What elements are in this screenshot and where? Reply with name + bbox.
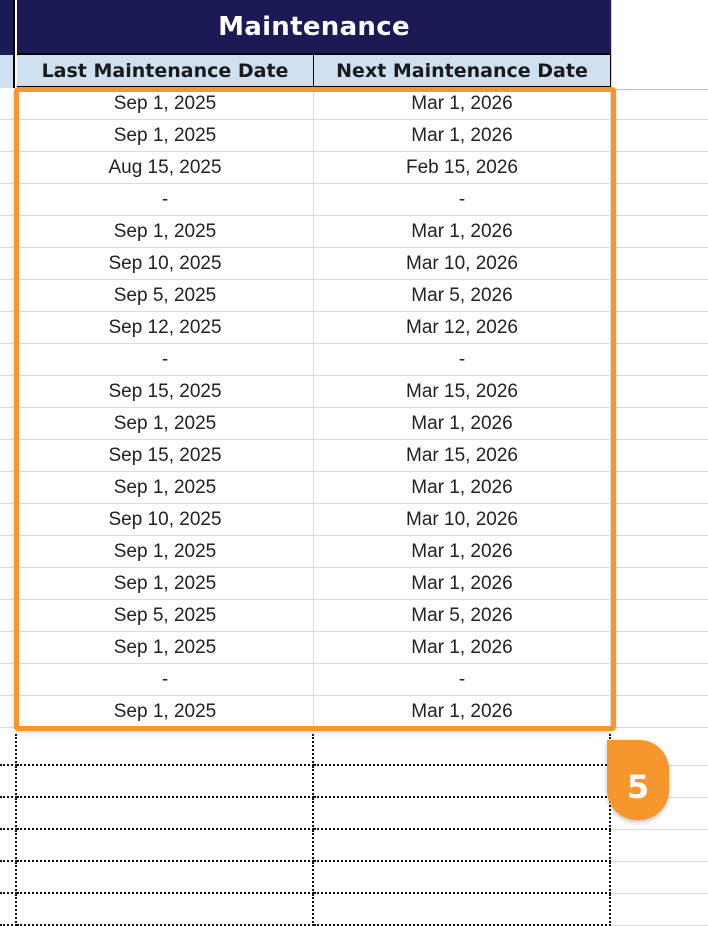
empty-cell[interactable] <box>611 862 708 894</box>
table-row <box>0 632 708 664</box>
section-title: Maintenance <box>17 0 611 55</box>
empty-cell[interactable] <box>611 216 708 248</box>
empty-cell[interactable] <box>0 798 17 830</box>
last-maintenance-cell[interactable]: Sep 1, 2025 <box>17 536 314 568</box>
row-edge-cell[interactable] <box>0 600 17 632</box>
empty-cell[interactable] <box>314 894 611 926</box>
empty-cell[interactable] <box>611 344 708 376</box>
row-edge-cell[interactable] <box>0 536 17 568</box>
last-maintenance-cell[interactable]: Sep 1, 2025 <box>17 696 314 728</box>
empty-cell[interactable] <box>0 766 17 798</box>
table-row <box>0 568 708 600</box>
next-maintenance-cell[interactable]: Mar 5, 2026 <box>314 600 611 632</box>
column-header-last-maintenance[interactable]: Last Maintenance Date <box>17 55 314 88</box>
empty-cell[interactable] <box>611 248 708 280</box>
last-maintenance-cell[interactable]: Sep 12, 2025 <box>17 312 314 344</box>
empty-cell[interactable] <box>314 862 611 894</box>
empty-cell[interactable] <box>0 894 17 926</box>
next-maintenance-cell[interactable]: - <box>314 664 611 696</box>
next-maintenance-cell[interactable]: Mar 1, 2026 <box>314 568 611 600</box>
empty-row <box>0 894 708 926</box>
row-edge-cell[interactable] <box>0 696 17 728</box>
empty-cell[interactable] <box>611 568 708 600</box>
empty-cell[interactable] <box>611 894 708 926</box>
row-edge-cell[interactable] <box>0 152 17 184</box>
row-edge-cell[interactable] <box>0 568 17 600</box>
row-edge-cell[interactable] <box>0 504 17 536</box>
last-maintenance-cell[interactable]: Sep 15, 2025 <box>17 376 314 408</box>
table-row <box>0 440 708 472</box>
row-edge-cell[interactable] <box>0 312 17 344</box>
next-maintenance-cell[interactable]: Mar 1, 2026 <box>314 216 611 248</box>
last-maintenance-cell[interactable]: - <box>17 344 314 376</box>
empty-rows <box>0 734 708 926</box>
data-rows <box>0 88 708 728</box>
last-maintenance-cell[interactable]: Sep 5, 2025 <box>17 600 314 632</box>
empty-cell[interactable] <box>314 830 611 862</box>
row-edge-cell[interactable] <box>0 280 17 312</box>
row-edge-cell[interactable] <box>0 248 17 280</box>
table-row <box>0 600 708 632</box>
empty-cell[interactable] <box>17 798 314 830</box>
next-maintenance-cell[interactable]: Mar 1, 2026 <box>314 472 611 504</box>
table-row <box>0 280 708 312</box>
next-maintenance-cell[interactable]: Mar 1, 2026 <box>314 408 611 440</box>
last-maintenance-cell[interactable]: Sep 1, 2025 <box>17 408 314 440</box>
table-row <box>0 696 708 728</box>
next-maintenance-cell[interactable]: Mar 15, 2026 <box>314 376 611 408</box>
next-maintenance-cell[interactable]: Mar 10, 2026 <box>314 504 611 536</box>
empty-cell[interactable] <box>314 798 611 830</box>
empty-cell[interactable] <box>0 830 17 862</box>
table-row <box>0 664 708 696</box>
empty-cell[interactable] <box>611 696 708 728</box>
empty-cell[interactable] <box>611 152 708 184</box>
next-maintenance-cell[interactable]: Mar 15, 2026 <box>314 440 611 472</box>
row-edge-cell[interactable] <box>0 344 17 376</box>
last-maintenance-cell[interactable]: Sep 10, 2025 <box>17 504 314 536</box>
empty-cell[interactable] <box>611 472 708 504</box>
table-row <box>0 312 708 344</box>
last-maintenance-cell[interactable]: Sep 5, 2025 <box>17 280 314 312</box>
last-maintenance-cell[interactable]: Sep 1, 2025 <box>17 88 314 120</box>
last-maintenance-cell[interactable]: Sep 1, 2025 <box>17 472 314 504</box>
empty-cell[interactable] <box>17 862 314 894</box>
next-maintenance-cell[interactable]: Mar 5, 2026 <box>314 280 611 312</box>
next-maintenance-cell[interactable]: - <box>314 184 611 216</box>
last-maintenance-cell[interactable]: Aug 15, 2025 <box>17 152 314 184</box>
empty-row <box>0 766 708 798</box>
next-maintenance-cell[interactable]: - <box>314 344 611 376</box>
empty-cell[interactable] <box>611 664 708 696</box>
empty-cell[interactable] <box>611 440 708 472</box>
empty-cell[interactable] <box>314 766 611 798</box>
next-maintenance-cell[interactable]: Mar 10, 2026 <box>314 248 611 280</box>
table-row <box>0 344 708 376</box>
empty-cell[interactable] <box>611 632 708 664</box>
last-maintenance-cell[interactable]: Sep 1, 2025 <box>17 120 314 152</box>
table-row <box>0 152 708 184</box>
empty-header-cell[interactable] <box>611 0 708 90</box>
row-edge-cell[interactable] <box>0 216 17 248</box>
last-maintenance-cell[interactable]: Sep 10, 2025 <box>17 248 314 280</box>
empty-cell[interactable] <box>0 862 17 894</box>
empty-cell[interactable] <box>611 830 708 862</box>
empty-cell[interactable] <box>611 184 708 216</box>
empty-cell[interactable] <box>17 734 314 766</box>
last-maintenance-cell[interactable]: Sep 1, 2025 <box>17 568 314 600</box>
empty-cell[interactable] <box>611 312 708 344</box>
empty-cell[interactable] <box>314 734 611 766</box>
row-edge-cell[interactable] <box>0 184 17 216</box>
row-edge-cell[interactable] <box>0 376 17 408</box>
empty-cell[interactable] <box>611 376 708 408</box>
table-row <box>0 408 708 440</box>
table-row <box>0 504 708 536</box>
empty-cell[interactable] <box>611 504 708 536</box>
header-band-edge <box>0 0 15 55</box>
empty-cell[interactable] <box>17 830 314 862</box>
table-row <box>0 216 708 248</box>
last-maintenance-cell[interactable]: - <box>17 664 314 696</box>
empty-cell[interactable] <box>611 408 708 440</box>
next-maintenance-cell[interactable]: Mar 1, 2026 <box>314 536 611 568</box>
column-header-edge <box>0 55 15 88</box>
empty-cell[interactable] <box>0 734 17 766</box>
empty-row <box>0 798 708 830</box>
empty-row <box>0 862 708 894</box>
empty-cell[interactable] <box>17 894 314 926</box>
next-maintenance-cell[interactable]: Mar 1, 2026 <box>314 632 611 664</box>
row-edge-cell[interactable] <box>0 472 17 504</box>
empty-row <box>0 830 708 862</box>
empty-cell[interactable] <box>611 120 708 152</box>
row-edge-cell[interactable] <box>0 88 17 120</box>
empty-row <box>0 734 708 766</box>
column-header-next-maintenance[interactable]: Next Maintenance Date <box>314 55 611 88</box>
table-row <box>0 184 708 216</box>
row-edge-cell[interactable] <box>0 408 17 440</box>
empty-cell[interactable] <box>611 280 708 312</box>
last-maintenance-cell[interactable]: - <box>17 184 314 216</box>
row-edge-cell[interactable] <box>0 664 17 696</box>
empty-cell[interactable] <box>611 536 708 568</box>
empty-cell[interactable] <box>611 600 708 632</box>
table-row <box>0 376 708 408</box>
table-row <box>0 120 708 152</box>
table-row <box>0 472 708 504</box>
next-maintenance-cell[interactable]: Feb 15, 2026 <box>314 152 611 184</box>
table-row <box>0 88 708 120</box>
step-badge: 5 <box>607 740 669 820</box>
table-row <box>0 536 708 568</box>
row-edge-cell[interactable] <box>0 440 17 472</box>
empty-cell[interactable] <box>611 88 708 120</box>
last-maintenance-cell[interactable]: Sep 15, 2025 <box>17 440 314 472</box>
last-maintenance-cell[interactable]: Sep 1, 2025 <box>17 216 314 248</box>
table-row <box>0 248 708 280</box>
row-edge-cell[interactable] <box>0 632 17 664</box>
row-edge-cell[interactable] <box>0 120 17 152</box>
next-maintenance-cell[interactable]: Mar 1, 2026 <box>314 88 611 120</box>
last-maintenance-cell[interactable]: Sep 1, 2025 <box>17 632 314 664</box>
next-maintenance-cell[interactable]: Mar 1, 2026 <box>314 120 611 152</box>
empty-cell[interactable] <box>17 766 314 798</box>
next-maintenance-cell[interactable]: Mar 1, 2026 <box>314 696 611 728</box>
next-maintenance-cell[interactable]: Mar 12, 2026 <box>314 312 611 344</box>
